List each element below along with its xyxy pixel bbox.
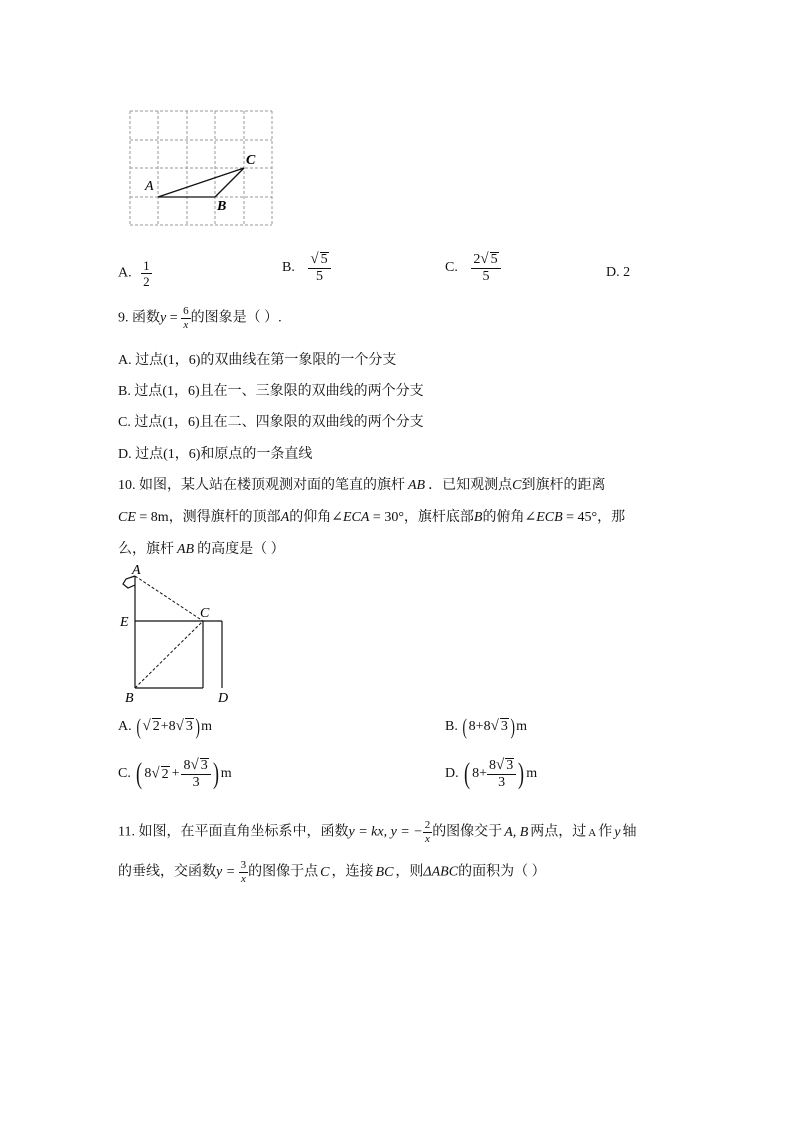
grid-lines	[130, 111, 272, 225]
label-d: D	[218, 691, 229, 706]
q8-option-b: B. $\frac{√ 5}{5}$	[282, 252, 331, 284]
label-b: B	[125, 691, 134, 706]
frac-3-over-x: $\frac{3}{x}$	[240, 859, 247, 885]
label-c: C	[200, 606, 210, 621]
frac-sqrt5-over-5: $\frac{√ 5}{5}$	[308, 252, 330, 284]
q9-option-d: D. 过点(1，6)和原点的一条直线	[118, 447, 313, 462]
q8-option-d: D. 2	[606, 265, 631, 280]
q9-option-c: C. 过点(1，6)且在二、四象限的双曲线的两个分支	[118, 415, 424, 430]
q9-option-a: A. 过点(1，6)的双曲线在第一象限的一个分支	[118, 353, 397, 368]
sightline-ca	[135, 576, 203, 621]
q10-option-c: C. ( 8√ 2 + $\frac{8√ 3}{3}$ ) m	[118, 757, 232, 790]
triangle-abc	[158, 168, 244, 197]
q9-option-b: B. 过点(1，6)且在一、三象限的双曲线的两个分支	[118, 384, 424, 399]
q8-option-a: A. $\frac{1}{2}$	[118, 258, 150, 289]
frac-2sqrt5-over-5: $\frac{2√ 5}{5}$	[471, 252, 500, 284]
grid-triangle-figure	[120, 104, 280, 228]
q10-option-d: D. ( 8+ $\frac{8√ 3}{3}$ ) m	[445, 757, 538, 790]
frac-one-half: $\frac{1}{2}$	[143, 258, 150, 289]
q10-option-b: B. (8+8√ 3 )m	[445, 714, 528, 739]
label-e: E	[120, 615, 129, 630]
frac-8sqrt3-over-3-d: $\frac{8√ 3}{3}$	[487, 758, 516, 790]
point-b-label: B	[217, 199, 227, 214]
q10-option-a: A. (√ 2+8√ 3 )m	[118, 714, 213, 739]
q9-stem: 9. 函数y = $\frac{6}{x}$ 的图象是（ ）.	[118, 305, 282, 331]
point-c-label: C	[246, 153, 256, 168]
q11-line2: 的垂线，交函数y = $\frac{3}{x}$ 的图像于点 C ，连接 BC ，则ΔABC的面积为（ ）	[118, 859, 546, 885]
q10-line1: 10. 如图，某人站在楼顶观测对面的笔直的旗杆 AB ．已知观测点C到旗杆的距离	[118, 478, 606, 493]
frac-2-over-x: $\frac{2}{x}$	[424, 819, 431, 845]
frac-6-over-x: $\frac{6}{x}$	[183, 305, 189, 331]
sightline-cb	[135, 621, 203, 688]
q10-line3: 么，旗杆 AB 的高度是（ ）	[118, 542, 285, 557]
point-a-label: A	[145, 179, 154, 194]
q10-line2: CE = 8m，测得旗杆的顶部A的仰角∠ECA = 30°，旗杆底部B的俯角∠ECB = 45°，那	[118, 510, 626, 525]
q8-option-c: C. $\frac{2√ 5}{5}$	[445, 252, 501, 284]
q11-line1: 11. 如图，在平面直角坐标系中，函数y = kx, y = − $\frac{2}{x}$ 的图像交于 A, B 两点，过 A 作 y 轴	[118, 819, 637, 845]
flagpole-building-figure	[112, 562, 242, 710]
label-a: A	[132, 563, 141, 578]
frac-8sqrt3-over-3: $\frac{8√ 3}{3}$	[181, 758, 210, 790]
